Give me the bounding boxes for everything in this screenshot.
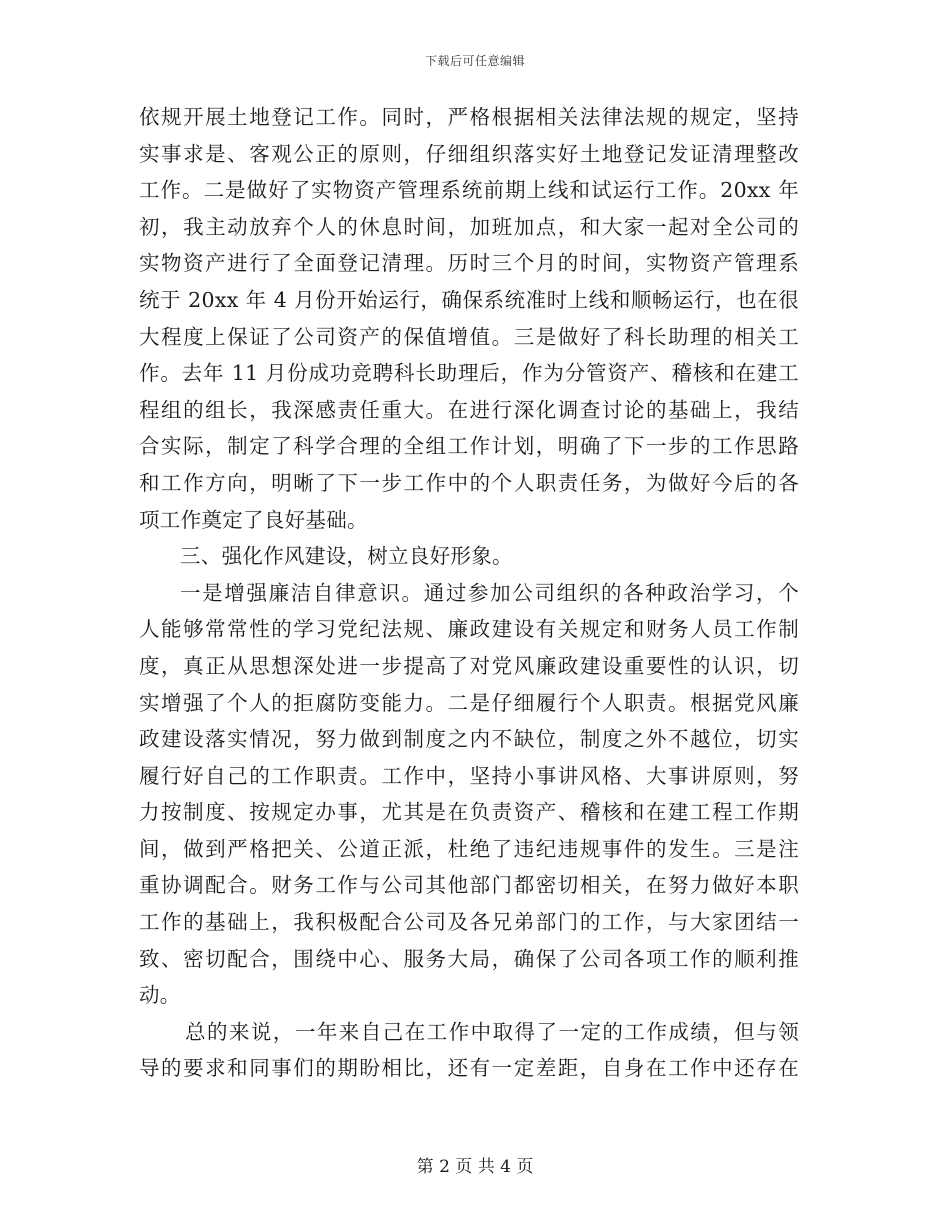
paragraph-line: 作。去年 11 月份成功竞聘科长助理后，作为分管资产、稽核和在建工 [139,361,799,386]
paragraph-line: 重协调配合。财务工作与公司其他部门都密切相关，在努力做好本职 [139,873,799,898]
paragraph-line: 政建设落实情况，努力做到制度之内不缺位，制度之外不越位，切实 [139,727,799,752]
section-heading: 三、强化作风建设，树立良好形象。 [180,544,513,569]
paragraph-line: 大程度上保证了公司资产的保值增值。三是做好了科长助理的相关工 [139,324,799,349]
paragraph-line: 初，我主动放弃个人的休息时间，加班加点，和大家一起对全公司的 [139,214,799,239]
paragraph-line: 间，做到严格把关、公道正派，杜绝了违纪违规事件的发生。三是注 [139,836,799,861]
paragraph-line: 程组的组长，我深感责任重大。在进行深化调查讨论的基础上，我结 [139,397,799,422]
paragraph-line: 实事求是、客观公正的原则，仔细组织落实好土地登记发证清理整改 [139,141,799,166]
paragraph-line: 实物资产进行了全面登记清理。历时三个月的时间，实物资产管理系 [139,251,799,276]
paragraph-line: 一是增强廉洁自律意识。通过参加公司组织的各种政治学习，个 [180,580,799,605]
paragraph-line: 致、密切配合，围绕中心、服务大局，确保了公司各项工作的顺利推 [139,946,799,971]
paragraph-line: 人能够常常性的学习党纪法规、廉政建设有关规定和财务人员工作制 [139,617,799,642]
paragraph-line: 项工作奠定了良好基础。 [139,507,368,532]
document-body [139,99,799,1087]
page-header-note: 下载后可任意编辑 [424,54,525,68]
page-number-footer: 第 2 页 共 4 页 [416,1157,534,1177]
paragraph-line: 动。 [139,983,181,1008]
paragraph-line: 和工作方向，明晰了下一步工作中的个人职责任务，为做好今后的各 [139,470,799,495]
paragraph-line: 力按制度、按规定办事，尤其是在负责资产、稽核和在建工程工作期 [139,800,799,825]
paragraph-line: 履行好自己的工作职责。工作中，坚持小事讲风格、大事讲原则，努 [139,763,799,788]
paragraph-line: 工作的基础上，我积极配合公司及各兄弟部门的工作，与大家团结一 [139,910,799,935]
paragraph-line: 统于 20xx 年 4 月份开始运行，确保系统准时上线和顺畅运行，也在很 [139,287,799,312]
paragraph-line: 导的要求和同事们的期盼相比，还有一定差距，自身在工作中还存在 [139,1056,799,1081]
paragraph-line: 度，真正从思想深处进一步提高了对党风廉政建设重要性的认识，切 [139,653,799,678]
paragraph-line: 合实际，制定了科学合理的全组工作计划，明确了下一步的工作思路 [139,434,799,459]
paragraph-line: 实增强了个人的拒腐防变能力。二是仔细履行个人职责。根据党风廉 [139,690,799,715]
paragraph-line: 依规开展土地登记工作。同时，严格根据相关法律法规的规定，坚持 [139,105,799,129]
paragraph-line: 总的来说，一年来自己在工作中取得了一定的工作成绩，但与领 [185,1019,799,1044]
paragraph-line: 工作。二是做好了实物资产管理系统前期上线和试运行工作。20xx 年 [139,178,799,203]
